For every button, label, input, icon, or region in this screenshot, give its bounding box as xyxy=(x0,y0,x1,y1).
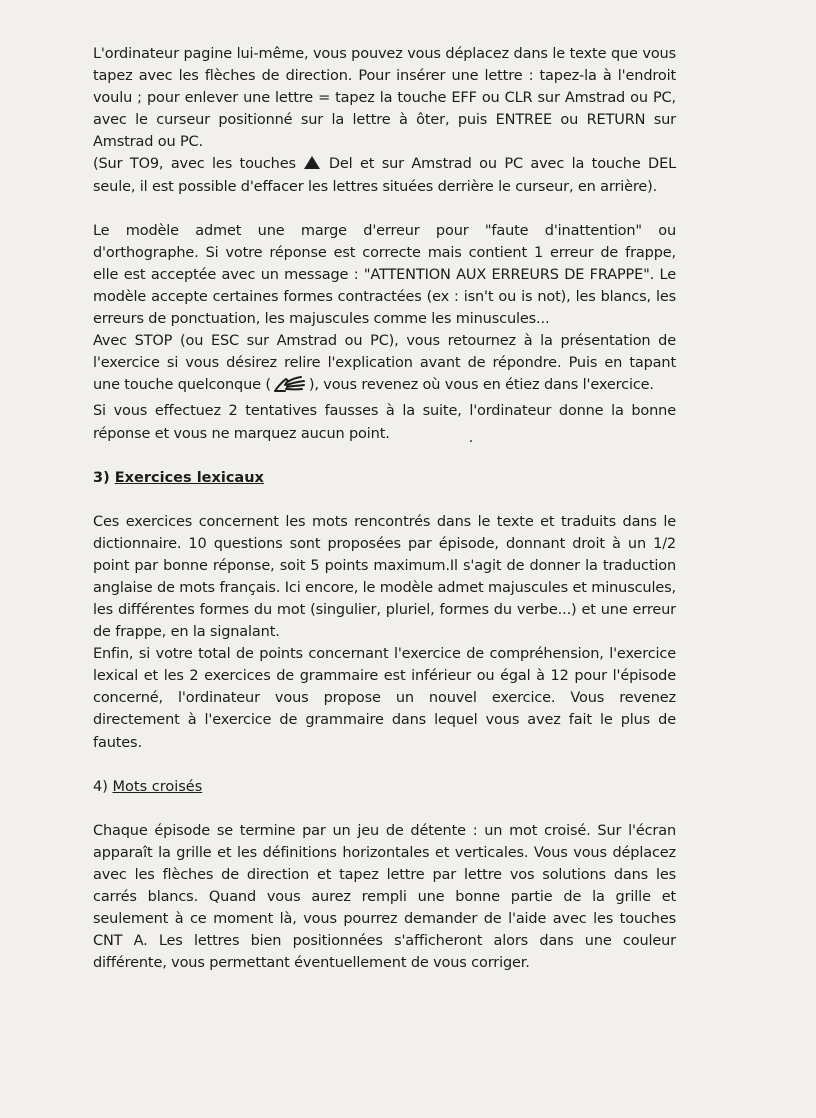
hand-pointing-icon xyxy=(273,375,307,400)
section3-paragraph-total-points: Enfin, si votre total de points concernant l'exercice de compréhension, l'exercice lexical et les 2 exercices de grammaire est inférieur ou égal à 12 pour l'épisode concerné, l'ordinateur vous propose un nouvel exercice. Vous revenez directement à l'exercice de grammaire dans lequel vous avez fait le plus de fautes. xyxy=(93,646,676,751)
section4-number: 4) xyxy=(93,778,108,795)
section3-number: 3) xyxy=(93,469,110,486)
intro-paragraph-delete-keys xyxy=(93,153,676,197)
triangle-up-key-icon xyxy=(304,156,320,169)
section4-paragraph-crossword: Chaque épisode se termine par un jeu de détente : un mot croisé. Sur l'écran apparaît la grille et les définitions horizontales et verticales. Vous vous déplacez avec les flèches de direction et tapez lettre par lettre vos solutions dans les carrés blancs. Quand vous aurez rempli une bonne partie de la grille et seulement à ce moment là, vous pourrez demander de l'aide avec les touches CNT A. Les lettres bien positionnées s'afficheront alors dans une couleur différente, vous permettant éventuellement de vous corriger. xyxy=(93,822,676,972)
stop-key-text-after: ), vous revenez où vous en étiez dans l'exercice. xyxy=(308,377,654,394)
intro-paragraph-two-attempts: Si vous effectuez 2 tentatives fausses à la suite, l'ordinateur donne la bonne réponse et vous ne marquez aucun point. xyxy=(93,403,676,442)
section4-title: Mots croisés xyxy=(112,778,203,795)
stop-key-text-before: Avec STOP (ou ESC sur Amstrad ou PC), vous retournez à la présentation de l'exercice si vous désirez relire l'explication avant de répondre. Puis en tapant une touche quelconque ( xyxy=(93,333,676,394)
delete-keys-text-before: (Sur TO9, avec les touches xyxy=(93,156,296,173)
section3-heading xyxy=(93,467,676,489)
intro-paragraph-stop-key xyxy=(93,330,676,400)
section3-paragraph-lexical: Ces exercices concernent les mots rencontrés dans le texte et traduits dans le dictionnaire. 10 questions sont proposées par épisode, donnant droit à un 1/2 point par bonne réponse, soit 5 points maximum.Il s'agit de donner la traduction anglaise de mots français. Ici encore, le modèle admet majuscules et minuscules, les différentes formes du mot (singulier, pluriel, formes du verbe...) et une erreur de frappe, en la signalant. xyxy=(93,513,676,641)
intro-paragraph-editing: L'ordinateur pagine lui-même, vous pouvez vous déplacez dans le texte que vous tapez avec les flèches de direction. Pour insérer une lettre : tapez-la à l'endroit voulu ; pour enlever une lettre = tapez la touche EFF ou CLR sur Amstrad ou PC, avec le curseur positionné sur la lettre à ôter, puis ENTREE ou RETURN sur Amstrad ou PC. xyxy=(93,46,676,151)
intro-paragraph-error-margin: Le modèle admet une marge d'erreur pour "faute d'inattention" ou d'orthographe. Si votre réponse est correcte mais contient 1 erreur de frappe, elle est acceptée avec un message : "ATTENTION AUX ERREURS DE FRAPPE". Le modèle accepte certaines formes contractées (ex : isn't ou is not), les blancs, les erreurs de ponctuation, les majuscules comme les minuscules... xyxy=(93,222,676,328)
paper-speck xyxy=(470,440,472,442)
section4-heading xyxy=(93,776,676,798)
section3-title: Exercices lexicaux xyxy=(114,469,264,486)
delete-keys-text-after: Del et sur Amstrad ou PC avec la touche DEL seule, il est possible d'effacer les lettres situées derrière le curseur, en arrière). xyxy=(93,156,677,195)
